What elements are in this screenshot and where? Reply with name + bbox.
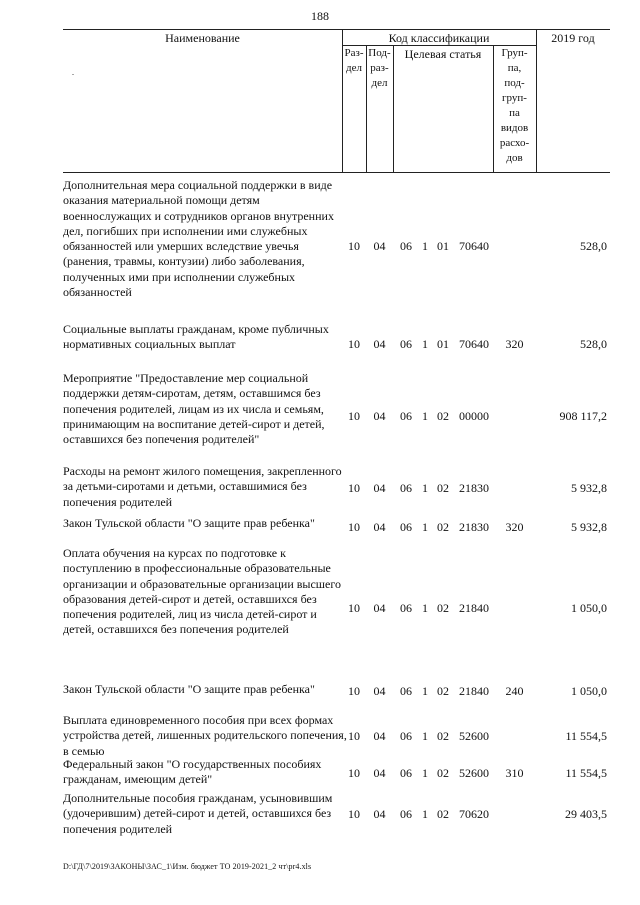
row-group: 240 xyxy=(505,684,524,698)
row-amount: 908 117,2 xyxy=(559,409,607,423)
header-divider xyxy=(536,29,537,172)
row-cs-event: 02 xyxy=(437,409,449,423)
row-cs-type: 1 xyxy=(422,684,428,698)
row-cs-program: 06 xyxy=(400,729,412,743)
header-group-line: па xyxy=(509,107,520,119)
row-podrazdel: 04 xyxy=(373,409,386,423)
header-podrazdel-line: дел xyxy=(371,77,388,89)
header-year: 2019 год xyxy=(551,31,595,45)
header-group-line: Груп- xyxy=(501,47,528,59)
row-cs-program: 06 xyxy=(400,807,412,821)
row-cs-event: 01 xyxy=(437,337,449,351)
header-podrazdel-line: раз- xyxy=(370,62,389,74)
row-cs-type: 1 xyxy=(422,520,428,534)
header-target-article: Целевая статья xyxy=(404,47,482,61)
row-cs-type: 1 xyxy=(422,807,428,821)
row-name: Дополнительные пособия гражданам, усыновившим (удочерившим) детей-сирот и детей, оставшихся без попечения родителей xyxy=(63,791,333,836)
row-cs-type: 1 xyxy=(422,409,428,423)
row-amount: 1 050,0 xyxy=(571,601,607,615)
row-cs-type: 1 xyxy=(422,601,428,615)
row-amount: 528,0 xyxy=(580,239,607,253)
row-amount: 11 554,5 xyxy=(565,729,607,743)
row-name: Расходы на ремонт жилого помещения, закрепленного за детьми-сиротами и детьми, оставшимися без попечения родителей xyxy=(63,464,342,509)
row-name: Социальные выплаты гражданам, кроме публичных нормативных социальных выплат xyxy=(63,322,329,352)
header-podrazdel-line: Под- xyxy=(368,47,391,59)
row-cs-program: 06 xyxy=(400,684,412,698)
row-cs-type: 1 xyxy=(422,239,428,253)
header-razdel-line: Раз- xyxy=(344,47,364,59)
file-path-footer: D:\ГД\7\2019\ЗАКОНЫ\ЗАС_1\Изм. бюджет ТО 2019-2021_2 чт\pr4.xls xyxy=(63,862,312,871)
row-amount: 5 932,8 xyxy=(571,520,607,534)
row-razdel: 10 xyxy=(348,729,360,743)
header-group-line: груп- xyxy=(502,92,527,104)
row-group: 320 xyxy=(505,520,524,534)
row-name: Дополнительная мера социальной поддержки в виде оказания материальной помощи детям военнослужащих и сотрудников органов внутренних дел, погибших при исполнении ими служебных обязанностей или умерших вследствие увечья (ранения, травмы, контузии) либо заболевания, полученных ими при исполнении служебных обязанностей xyxy=(63,178,334,300)
header-group-line: видов xyxy=(500,122,529,134)
row-cs-program: 06 xyxy=(400,766,412,780)
row-cs-direction: 21830 xyxy=(459,481,489,495)
row-razdel: 10 xyxy=(348,481,360,495)
row-cs-direction: 70640 xyxy=(459,337,489,351)
row-amount: 1 050,0 xyxy=(571,684,607,698)
header-razdel xyxy=(342,46,366,76)
row-cs-type: 1 xyxy=(422,766,428,780)
header-group-line: под- xyxy=(504,77,525,89)
row-cs-direction: 52600 xyxy=(459,766,489,780)
row-razdel: 10 xyxy=(348,337,360,351)
row-cs-event: 02 xyxy=(437,729,449,743)
row-razdel: 10 xyxy=(348,409,360,423)
row-podrazdel: 04 xyxy=(373,337,386,351)
row-cs-type: 1 xyxy=(422,481,428,495)
header-group-line: дов xyxy=(506,152,523,164)
row-cs-event: 02 xyxy=(437,601,449,615)
row-cs-program: 06 xyxy=(400,520,412,534)
row-name: Закон Тульской области "О защите прав ребенка" xyxy=(63,516,315,530)
row-cs-program: 06 xyxy=(400,337,412,351)
row-cs-event: 02 xyxy=(437,684,449,698)
row-name: Федеральный закон "О государственных пособиях гражданам, имеющим детей" xyxy=(63,757,322,787)
page-number: 188 xyxy=(311,9,329,23)
row-cs-direction: 21840 xyxy=(459,601,489,615)
row-cs-program: 06 xyxy=(400,481,412,495)
header-divider xyxy=(393,45,394,172)
row-cs-direction: 52600 xyxy=(459,729,489,743)
row-cs-type: 1 xyxy=(422,337,428,351)
row-cs-event: 02 xyxy=(437,481,449,495)
row-podrazdel: 04 xyxy=(373,684,386,698)
row-cs-type: 1 xyxy=(422,729,428,743)
row-cs-direction: 70620 xyxy=(459,807,489,821)
row-cs-event: 02 xyxy=(437,520,449,534)
header-top-border xyxy=(63,29,610,30)
row-cs-program: 06 xyxy=(400,601,412,615)
row-group: 320 xyxy=(505,337,524,351)
row-amount: 5 932,8 xyxy=(571,481,607,495)
row-cs-program: 06 xyxy=(400,239,412,253)
row-podrazdel: 04 xyxy=(373,239,386,253)
header-group-line: расхо- xyxy=(499,137,530,149)
header-bottom-border xyxy=(63,172,610,173)
header-podrazdel xyxy=(366,46,393,91)
row-cs-event: 02 xyxy=(437,807,449,821)
header-group xyxy=(493,46,536,166)
row-razdel: 10 xyxy=(348,766,360,780)
row-cs-direction: 21840 xyxy=(459,684,489,698)
stray-mark: . xyxy=(72,68,74,77)
row-name: Мероприятие "Предоставление мер социальной поддержки детям-сиротам, детям, оставшимся без попечения родителей, лицам из их числа и семьям, принимающим на воспитание детей-сирот и детей, оставшихся без попечения родителей" xyxy=(63,371,325,447)
row-podrazdel: 04 xyxy=(373,601,386,615)
row-podrazdel: 04 xyxy=(373,729,386,743)
row-cs-program: 06 xyxy=(400,409,412,423)
row-cs-direction: 70640 xyxy=(459,239,489,253)
row-razdel: 10 xyxy=(348,239,360,253)
row-name: Выплата единовременного пособия при всех формах устройства детей, лишенных родительского попечения, в семью xyxy=(63,713,347,758)
row-name: Оплата обучения на курсах по подготовке к поступлению в профессиональные образовательные организации и образовательные организации высшего образования детей-сирот и детей, оставшихся без попечения родителей, лиц из числа детей-сирот и детей, оставшихся без попечения родителей xyxy=(63,546,341,637)
header-kod-klassifikacii: Код классификации xyxy=(388,31,490,45)
row-name: Закон Тульской области "О защите прав ребенка" xyxy=(63,682,315,696)
row-razdel: 10 xyxy=(348,520,360,534)
row-group: 310 xyxy=(505,766,524,780)
row-podrazdel: 04 xyxy=(373,807,386,821)
header-group-line: па, xyxy=(507,62,522,74)
row-cs-event: 01 xyxy=(437,239,449,253)
row-amount: 29 403,5 xyxy=(565,807,607,821)
row-podrazdel: 04 xyxy=(373,481,386,495)
header-razdel-line: дел xyxy=(346,62,362,74)
row-cs-direction: 00000 xyxy=(459,409,489,423)
header-naimenovanie: Наименование xyxy=(165,31,240,45)
row-amount: 11 554,5 xyxy=(565,766,607,780)
row-cs-direction: 21830 xyxy=(459,520,489,534)
row-podrazdel: 04 xyxy=(373,520,386,534)
row-razdel: 10 xyxy=(348,684,360,698)
row-razdel: 10 xyxy=(348,601,360,615)
row-amount: 528,0 xyxy=(580,337,607,351)
row-razdel: 10 xyxy=(348,807,360,821)
row-cs-event: 02 xyxy=(437,766,449,780)
row-podrazdel: 04 xyxy=(373,766,386,780)
